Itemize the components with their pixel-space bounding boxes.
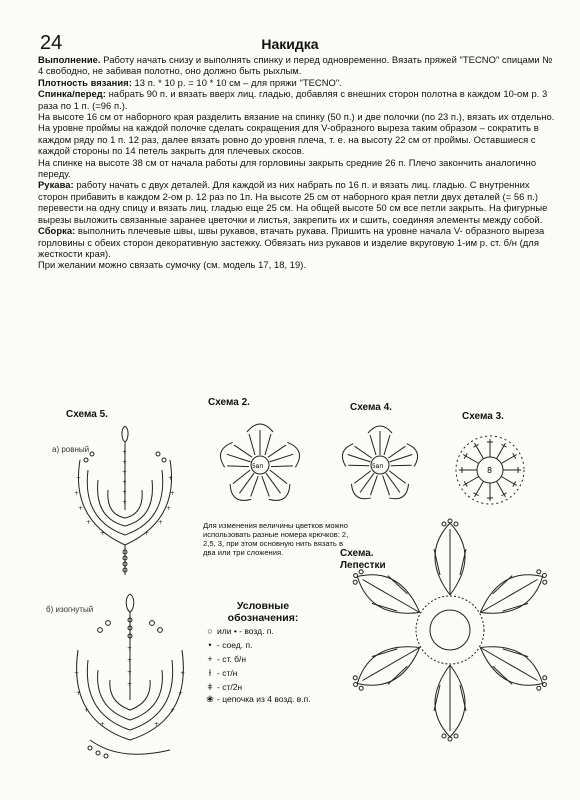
scheme-2-center-label: 5вп bbox=[252, 463, 264, 470]
svg-text:+: + bbox=[127, 669, 133, 676]
scheme-2-label: Схема 2. bbox=[208, 397, 250, 408]
scheme-5-label: Схема 5. bbox=[66, 409, 108, 420]
page-number: 24 bbox=[40, 32, 63, 54]
scheme-4-center-label: 5вп bbox=[372, 463, 384, 470]
paragraph-body: 13 п. * 10 р. = 10 * 10 см – для пряжи "TECNO". bbox=[131, 76, 342, 88]
paragraph-bag bbox=[38, 259, 556, 270]
paragraph-head: Спинка/перед: bbox=[38, 88, 106, 100]
svg-text:+: + bbox=[127, 645, 133, 652]
legend-item-label: - ст. б/н bbox=[217, 654, 247, 664]
svg-text:+: + bbox=[122, 449, 128, 456]
paragraph-body: набрать 90 п. и вязать вверх лиц. гладью, добавляя с внешних сторон полотна в каждом 10-ом р. 3 раза по 1 п. (=96 п.). bbox=[38, 88, 548, 111]
legend-item-label: - ст/2н bbox=[217, 682, 243, 692]
legend-item-label: - соед. п. bbox=[217, 640, 253, 650]
svg-text:+: + bbox=[78, 505, 84, 512]
scheme-3-label: Схема 3. bbox=[462, 411, 504, 422]
paragraph-body: При желании можно связать сумочку (см. модель 17, 18, 19). bbox=[38, 259, 307, 271]
picot-icon: ❀ bbox=[206, 694, 214, 704]
size-note: Для изменения величины цветков можно использовать разные номера крючков: 2, 2,5, 3, при этом основную нить вязать в два или три сложения. bbox=[203, 521, 349, 557]
svg-text:+: + bbox=[122, 489, 128, 496]
scheme-petals-diagram bbox=[300, 515, 550, 777]
svg-text:+: + bbox=[122, 499, 128, 506]
legend-item bbox=[203, 652, 323, 666]
paragraph-back-front bbox=[38, 88, 556, 111]
svg-text:+: + bbox=[178, 690, 184, 697]
svg-text:+: + bbox=[122, 479, 128, 486]
scheme-petals-label: Схема. bbox=[340, 548, 374, 559]
paragraph-body: На спинке на высоте 38 см от начала работы для горловины закрыть средние 26 п. Плечо закончить аналогично переду. bbox=[38, 156, 537, 180]
legend-item-label: - ст/н bbox=[217, 668, 238, 678]
single-crochet-icon: + bbox=[207, 654, 213, 664]
svg-text:+: + bbox=[127, 657, 133, 664]
instructions-text bbox=[38, 54, 556, 271]
paragraph-armhole bbox=[38, 111, 556, 157]
scheme-5b-diagram bbox=[60, 590, 200, 775]
svg-text:+: + bbox=[144, 530, 150, 537]
chain-stitch-icon: ○ bbox=[207, 626, 213, 636]
slip-stitch-icon: • bbox=[208, 640, 212, 650]
svg-text:+: + bbox=[76, 475, 82, 482]
legend bbox=[203, 600, 323, 716]
scheme-3-center-label: 8 bbox=[487, 466, 493, 475]
scheme-4-diagram bbox=[330, 415, 430, 515]
paragraph-execution bbox=[38, 54, 556, 77]
variant-a-label: а) ровный bbox=[52, 445, 90, 454]
paragraph-neckline bbox=[38, 157, 556, 180]
svg-text:+: + bbox=[166, 505, 172, 512]
paragraph-head: Рукава: bbox=[38, 179, 74, 191]
paragraph-body: выполнить плечевые швы, швы рукавов, втачать рукава. Пришить на уровне начала V- образного выреза горловины с обеих сторон декоративную застежку. Обвязать низ рукавов и изделие вкруговую 1-им р. ст. б/н (для жесткости края). bbox=[38, 225, 545, 259]
legend-item-label: - цепочка из 4 возд. в.п. bbox=[217, 694, 311, 704]
svg-text:+: + bbox=[154, 721, 160, 728]
paragraph-density bbox=[38, 77, 556, 88]
legend-item bbox=[203, 666, 323, 680]
paragraph-head: Плотность вязания: bbox=[38, 76, 132, 88]
legend-title: Условные bbox=[236, 600, 290, 612]
legend-item bbox=[203, 624, 323, 638]
svg-text:+: + bbox=[158, 519, 164, 526]
legend-item bbox=[203, 680, 323, 694]
svg-text:+: + bbox=[170, 707, 176, 714]
legend-item bbox=[203, 694, 323, 716]
svg-text:+: + bbox=[127, 681, 133, 688]
paragraph-sleeves bbox=[38, 179, 556, 225]
paragraph-body: Работу начать снизу и выполнять спинку и перед одновременно. Вязать пряжей "TECNO" спицами № 4 свободно, не забивая полотно, оно должно быть рыхлым. bbox=[38, 54, 553, 77]
paragraph-head: Выполнение. bbox=[38, 54, 101, 65]
svg-text:+: + bbox=[74, 490, 80, 497]
scheme-petals-label-2: Лепестки bbox=[340, 560, 386, 571]
paragraph-head: Сборка: bbox=[38, 225, 76, 237]
svg-text:+: + bbox=[122, 459, 128, 466]
scheme-5a-diagram bbox=[60, 420, 190, 580]
paragraph-assembly bbox=[38, 225, 556, 259]
svg-text:+: + bbox=[86, 519, 92, 526]
double-crochet-icon: ƚ bbox=[209, 668, 211, 678]
svg-text:+: + bbox=[170, 490, 176, 497]
scheme-4-label: Схема 4. bbox=[350, 402, 392, 413]
treble-crochet-icon: ǂ bbox=[207, 682, 213, 692]
paragraph-body: На высоте 16 см от наборного края разделить вязание на спинку (50 п.) и две полочки (по 23 п.), вязать их отдельно. На уровне проймы на каждой полочке сделать сокращения для V-образного выреза таким образом – сократить в каждом ряду по 1 п. 12 раз, далее вязать ровно до уровня плеча, т. е. на высоту 22 см от проймы. Оставшиеся с каждой стороны по 14 петель закрыть для плечевых скосов. bbox=[38, 111, 555, 157]
svg-text:+: + bbox=[84, 707, 90, 714]
svg-text:+: + bbox=[122, 469, 128, 476]
legend-item bbox=[203, 638, 323, 652]
scheme-3-diagram bbox=[445, 425, 535, 515]
svg-text:+: + bbox=[74, 670, 80, 677]
legend-item-label: или • - возд. п. bbox=[217, 626, 274, 636]
svg-text:+: + bbox=[76, 690, 82, 697]
paragraph-body: работу начать с двух деталей. Для каждой из них набрать по 16 п. и вязать лиц. гладью. С внутренних сторон прибавить в каждом 2-ом р. 12 раз по 1п. На высоте 25 см от наборного края петли двух деталей (= 56 п.) перевести на одну спицу и вязать лиц. гладью еще 25 см. На общей высоте 50 см все петли закрыть. На фигурные вырезы выложить связанные заранее цветочки и листья, закрепить их и сшить, соединяя элементы между собой. bbox=[38, 179, 548, 225]
svg-text:+: + bbox=[100, 721, 106, 728]
scheme-2-diagram bbox=[205, 410, 315, 520]
svg-text:+: + bbox=[100, 530, 106, 537]
svg-text:+: + bbox=[168, 475, 174, 482]
variant-b-label: б) изогнутый bbox=[46, 605, 94, 614]
page-title: Накидка bbox=[261, 36, 319, 52]
legend-title-2: обозначения: bbox=[227, 612, 299, 624]
svg-text:+: + bbox=[180, 670, 186, 677]
